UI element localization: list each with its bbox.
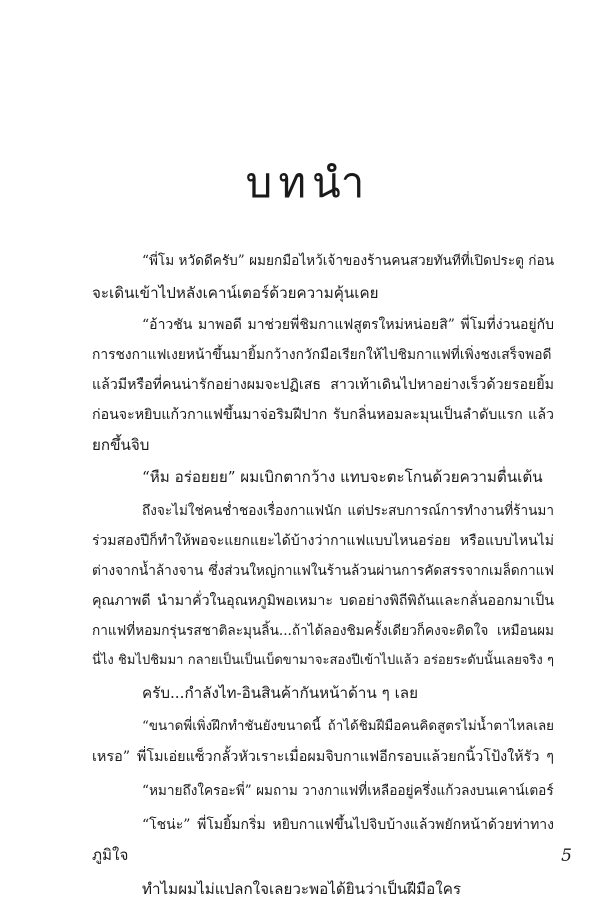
page-number: 5 <box>561 846 572 866</box>
text-line: ภูมิใจ <box>92 846 129 864</box>
text-line: เหรอ” พี่โมเอ่ยแซ็วกลั้วหัวเราะเมื่อผมจิบกาแฟอีกรอบแล้วยกนิ้วโป้งให้รัว ๆ <box>92 749 554 765</box>
text-line: ยกขึ้นจิบ <box>92 436 150 454</box>
text-line: ถึงจะไม่ใช่คนช่ำชองเรื่องกาแฟนัก แต่ประสบการณ์การทำงานที่ร้านมา <box>142 503 554 519</box>
text-line: จะเดินเข้าไปหลังเคาน์เตอร์ด้วยความคุ้นเคย <box>92 284 379 302</box>
text-line: คุณภาพดี นำมาคั่วในอุณหภูมิพอเหมาะ บดอย่างพิถีพิถันและกลั่นออกมาเป็น <box>92 593 554 609</box>
text-line: “พี่โม หวัดดีครับ” ผมยกมือไหว้เจ้าของร้านคนสวยทันทีที่เปิดประตู ก่อน <box>142 253 554 269</box>
text-line: ต่างจากน้ำล้างจาน ซึ่งส่วนใหญ่กาแฟในร้านล้วนผ่านการคัดสรรจากเมล็ดกาแฟ <box>92 563 554 579</box>
text-line: กาแฟที่หอมกรุ่นรสชาติละมุนลิ้น...ถ้าได้ลองชิมครั้งเดียวก็คงจะติดใจ เหมือนผม <box>92 623 554 639</box>
text-line: ทำไมผมไม่แปลกใจเลยวะพอได้ยินว่าเป็นฝีมือใคร <box>142 880 462 898</box>
text-line: ก่อนจะหยิบแก้วกาแฟขึ้นมาจ่อริมฝีปาก รับกลิ่นหอมละมุนเป็นลำดับแรก แล้ว <box>92 407 554 423</box>
text-line: “หมายถึงใครอะพี่” ผมถาม วางกาแฟที่เหลืออยู่ครึ่งแก้วลงบนเคาน์เตอร์ <box>142 783 554 799</box>
text-line: “โชน่ะ” พี่โมยิ้มกริ่ม หยิบกาแฟขึ้นไปจิบบ้างแล้วพยักหน้าด้วยท่าทาง <box>142 817 554 833</box>
text-line: “อ้าวชัน มาพอดี มาช่วยพี่ชิมกาแฟสูตรใหม่หน่อยสิ” พี่โมที่ง่วนอยู่กับ <box>142 317 554 333</box>
chapter-title: บทนำ <box>245 158 371 208</box>
text-line: การชงกาแฟเงยหน้าขึ้นมายิ้มกว้างกวักมือเรียกให้ไปชิมกาแฟที่เพิ่งชงเสร็จพอดี <box>92 347 552 363</box>
text-line: แล้วมีหรือที่คนน่ารักอย่างผมจะปฏิเสธ สาวเท้าเดินไปหาอย่างเร็วด้วยรอยยิ้ม <box>92 377 554 393</box>
text-line: ร่วมสองปีก็ทำให้พอจะแยกแยะได้บ้างว่ากาแฟแบบไหนอร่อย หรือแบบไหนไม่ <box>92 533 554 549</box>
text-line: “ขนาดพี่เพิ่งฝึกทำชันยังขนาดนี้ ถ้าได้ชิมฝีมือคนคิดสูตรไม่น้ำตาไหลเลย <box>142 719 554 734</box>
text-line: นี่ไง ชิมไปชิมมา กลายเป็นเป็นเบ็ดขามาจะสองปีเข้าไปแล้ว อร่อยระดับนั้นเลยจริง ๆ <box>92 653 554 668</box>
text-line: “หืม อร่อยยย” ผมเบิกตากว้าง แทบจะตะโกนด้วยความตื่นเต้น <box>142 468 543 486</box>
text-line: ครับ...กำลังไท-อินสินค้ากันหน้าด้าน ๆ เลย <box>142 684 418 702</box>
